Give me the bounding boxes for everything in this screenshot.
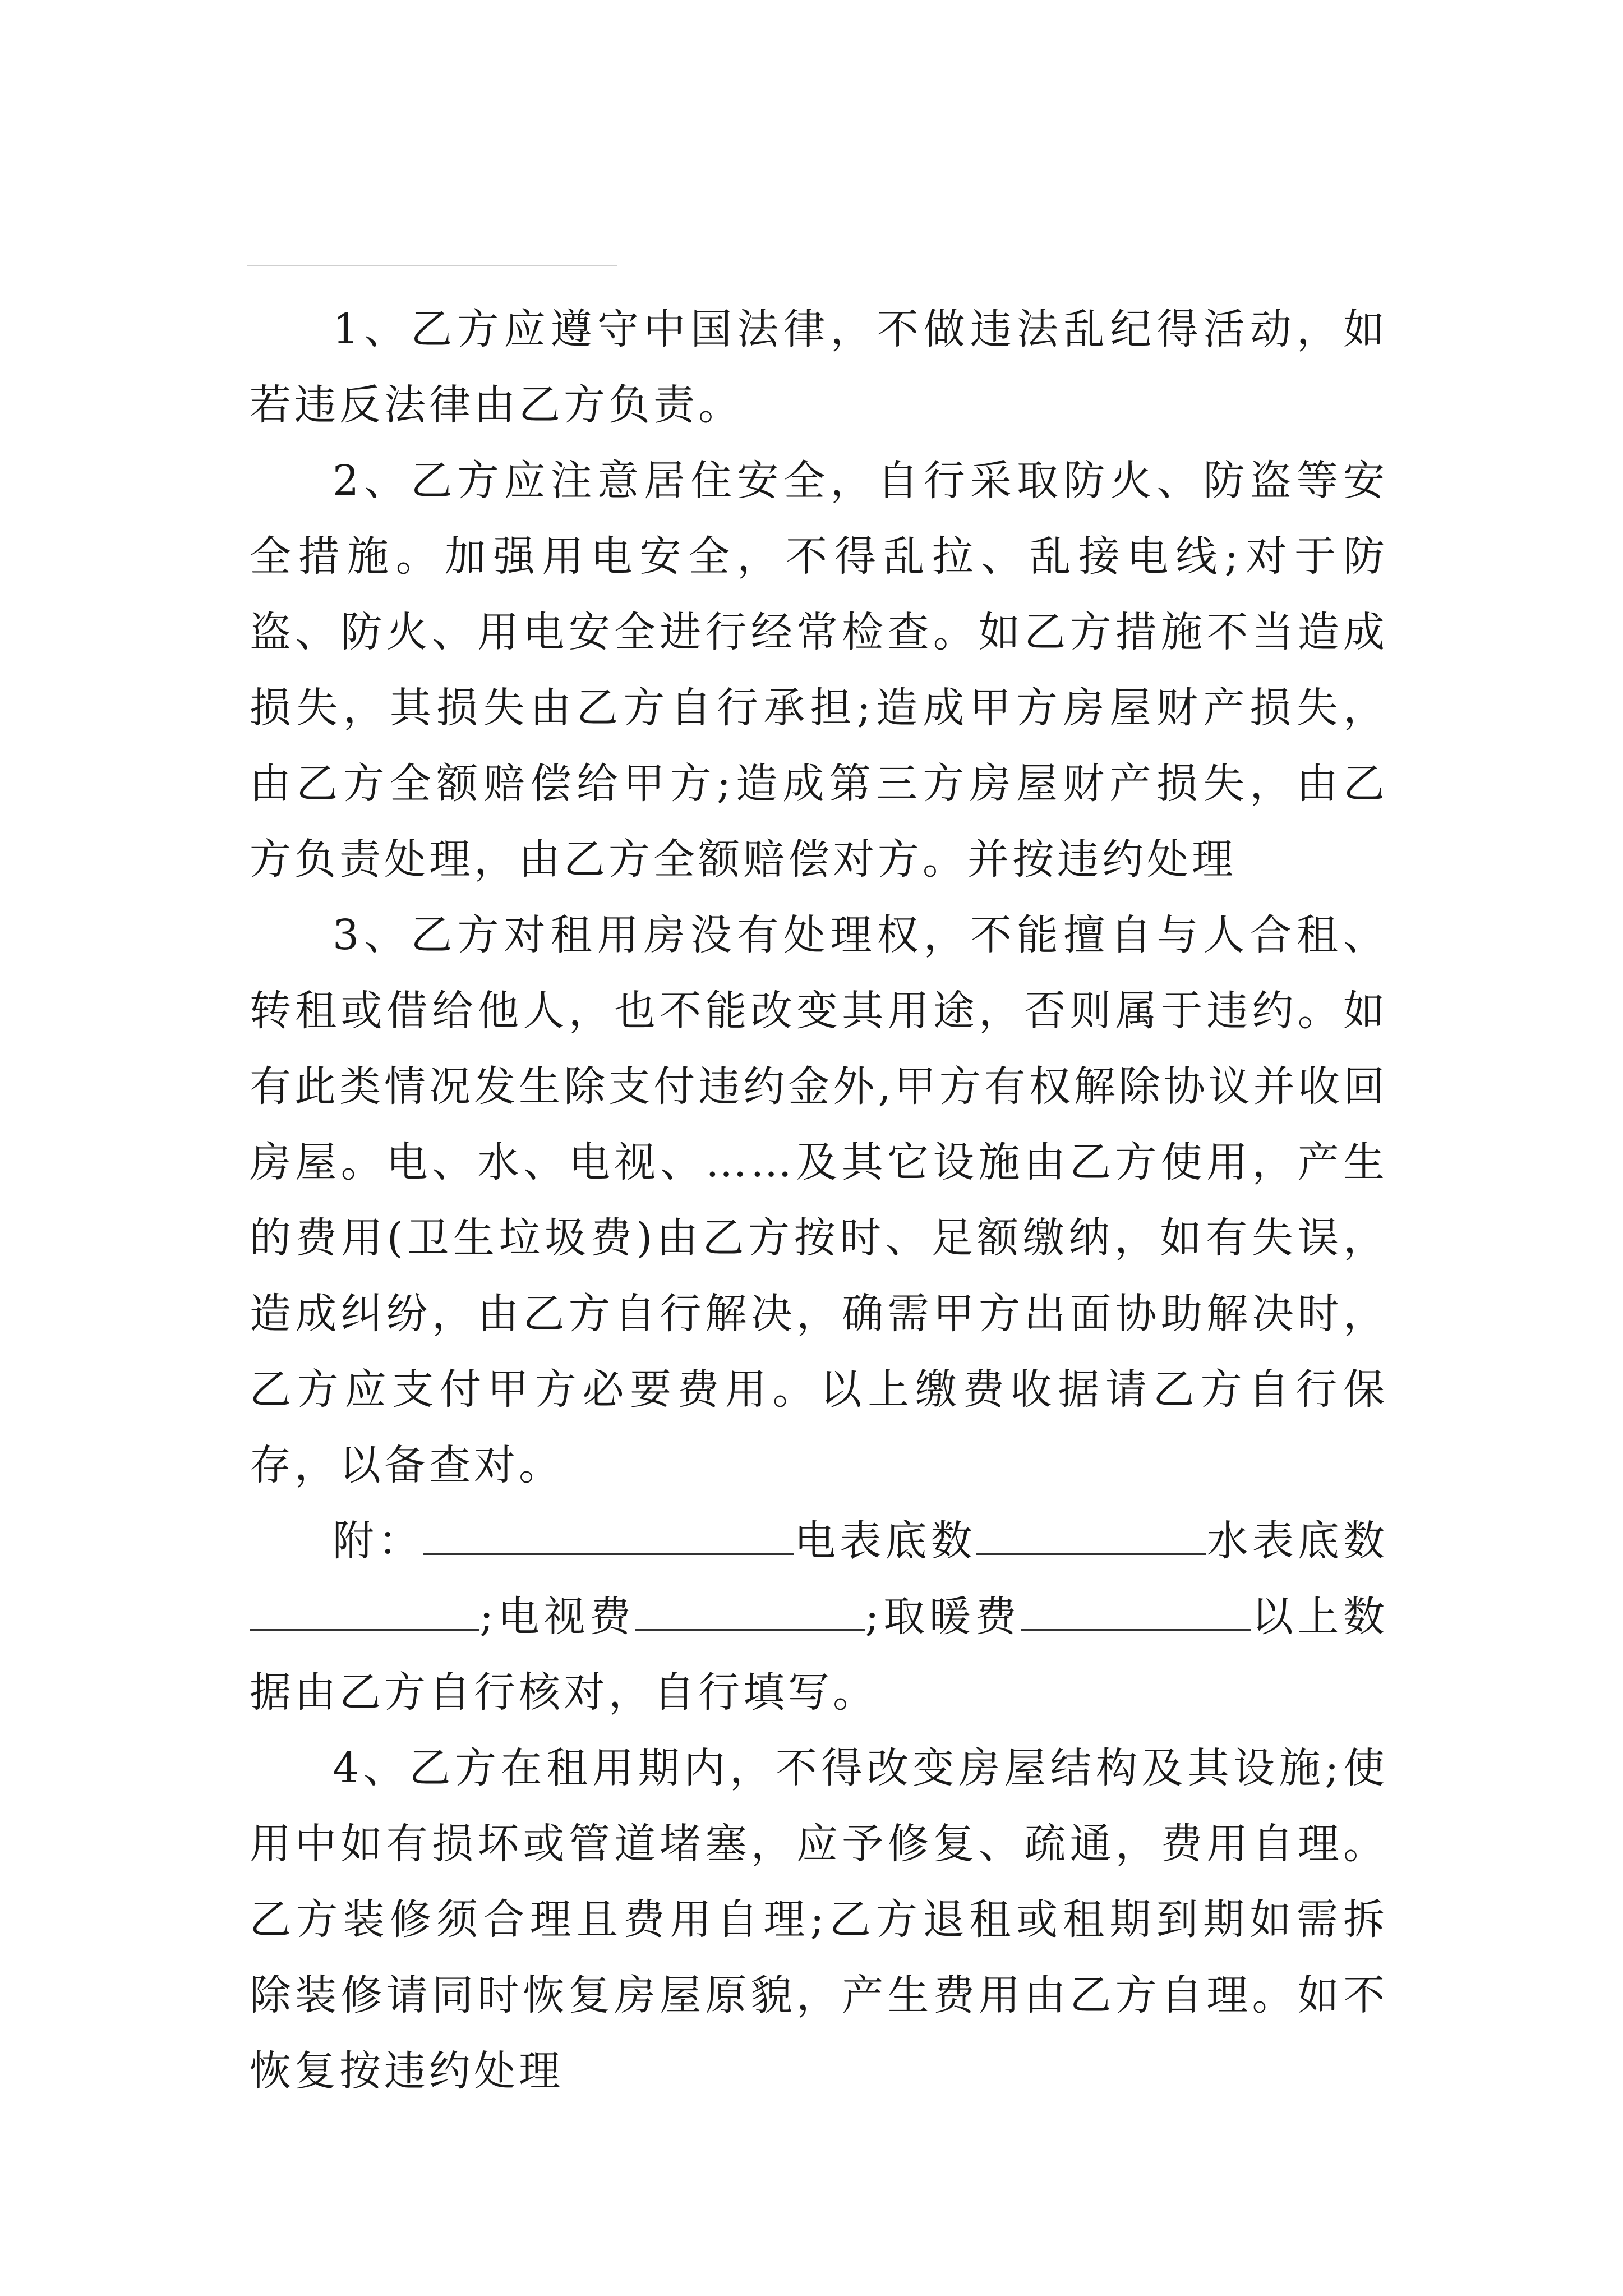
document-body xyxy=(250,292,1388,2109)
electric-meter-label: 电表底数 xyxy=(794,1517,976,1565)
appendix-label: 附： xyxy=(333,1517,424,1565)
heating-fee-blank xyxy=(1021,1590,1251,1631)
heating-fee-label: ;取暖费 xyxy=(865,1593,1021,1641)
tv-fee-label: ;电视费 xyxy=(479,1593,635,1641)
appendix-closing: 以上数据由乙方自行核对，自行填写。 xyxy=(250,1593,1389,1717)
clause-3: 3、乙方对租用房没有处理权，不能擅自与人合租、转租或借给他人，也不能改变其用途，否则属于违约。如有此类情况发生除支付违约金外,甲方有权解除协议并收回房屋。电、水、电视、……及其它设施由乙方使用，产生的费用(卫生垃圾费)由乙方按时、足额缴纳，如有失误，造成纠纷，由乙方自行解决，确需甲方出面协助解决时，乙方应支付甲方必要费用。以上缴费收据请乙方自行保存，以备查对。 xyxy=(250,911,1388,1489)
clause-1: 1、乙方应遵守中国法律，不做违法乱纪得活动，如若违反法律由乙方负责。 xyxy=(250,305,1388,429)
header-divider xyxy=(247,265,617,266)
electric-meter-blank xyxy=(976,1514,1206,1555)
clause-2: 2、乙方应注意居住安全，自行采取防火、防盗等安全措施。加强用电安全，不得乱拉、乱接电线;对于防盗、防火、用电安全进行经常检查。如乙方措施不当造成损失，其损失由乙方自行承担;造成甲方房屋财产损失，由乙方全额赔偿给甲方;造成第三方房屋财产损失，由乙方负责处理，由乙方全额赔偿对方。并按违约处理 xyxy=(250,457,1388,884)
blank-field xyxy=(423,1514,794,1555)
water-meter-blank xyxy=(250,1590,479,1631)
clause-4: 4、乙方在租用期内，不得改变房屋结构及其设施;使用中如有损坏或管道堵塞，应予修复、疏通，费用自理。乙方装修须合理且费用自理;乙方退租或租期到期如需拆除装修请同时恢复房屋原貌，产生费用由乙方自理。如不恢复按违约处理 xyxy=(250,1744,1388,2095)
water-meter-label: 水表底数 xyxy=(1206,1517,1389,1565)
tv-fee-blank xyxy=(635,1590,865,1631)
appendix-fill-in xyxy=(250,1503,1388,1731)
